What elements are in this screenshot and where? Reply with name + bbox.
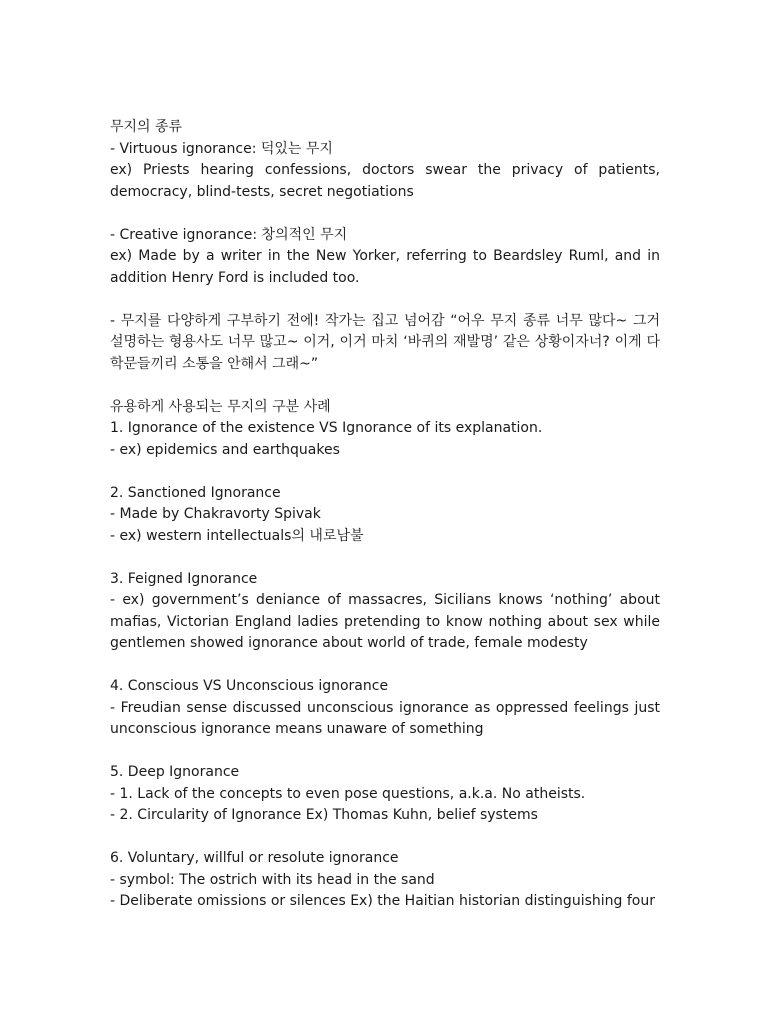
creative-example-paragraph: ex) Made by a writer in the New Yorker, referring to Beardsley Ruml, and in addition Henry Ford is included too. (110, 248, 660, 286)
item-paragraph: - ex) government’s deniance of massacres, Sicilians knows ‘nothing’ about mafias, Victorian England ladies pretending to know nothing about sex while gentlemen showed ignorance about world of trade, female modesty (110, 592, 660, 651)
section-heading: 무지의 종류 (110, 119, 183, 135)
spacer (110, 461, 660, 483)
author-aside-paragraph: - 무지를 다양하게 구부하기 전에! 작가는 집고 넘어감 “어우 무지 종류 너무 많다~ 그거 설명하는 형용사도 너무 많고~ 이거, 이거 마치 ‘바퀴의 재발명’ 같은 상황이자너? 이게 다 학문들끼리 소통을 안해서 그래~” (110, 312, 660, 372)
item-line: - 1. Lack of the concepts to even pose questions, a.k.a. No atheists. (110, 785, 586, 802)
item-title: 2. Sanctioned Ignorance (110, 484, 281, 501)
virtuous-example-paragraph: ex) Priests hearing confessions, doctors swear the privacy of patients, democracy, blind-tests, secret negotiations (110, 162, 660, 200)
spacer (110, 547, 660, 569)
item-line: - Deliberate omissions or silences Ex) the Haitian historian distinguishing four (110, 893, 655, 909)
item-line: - ex) western intellectuals의 내로남불 (110, 527, 364, 544)
item-title: 5. Deep Ignorance (110, 764, 240, 780)
item-line: - ex) epidemics and earthquakes (110, 441, 340, 458)
document-page (110, 117, 660, 913)
item-title: 3. Feigned Ignorance (110, 570, 258, 587)
spacer (110, 203, 660, 225)
spacer (110, 741, 660, 763)
virtuous-ignorance-line: - Virtuous ignorance: 덕있는 무지 (110, 140, 333, 157)
spacer (110, 655, 660, 677)
spacer (110, 375, 660, 397)
item-title: 4. Conscious VS Unconscious ignorance (110, 678, 389, 694)
item-line: - Made by Chakravorty Spivak (110, 506, 321, 522)
section-heading: 유용하게 사용되는 무지의 구분 사례 (110, 398, 331, 415)
creative-ignorance-line: - Creative ignorance: 창의적인 무지 (110, 226, 348, 243)
spacer (110, 827, 660, 849)
item-title: 1. Ignorance of the existence VS Ignorance of its explanation. (110, 420, 543, 436)
item-paragraph: - Freudian sense discussed unconscious ignorance as oppressed feelings just unconscious ignorance means unaware of something (110, 699, 660, 737)
item-line: - symbol: The ostrich with its head in the sand (110, 871, 435, 888)
item-title: 6. Voluntary, willful or resolute ignorance (110, 850, 399, 866)
spacer (110, 289, 660, 311)
item-line: - 2. Circularity of Ignorance Ex) Thomas Kuhn, belief systems (110, 807, 538, 823)
